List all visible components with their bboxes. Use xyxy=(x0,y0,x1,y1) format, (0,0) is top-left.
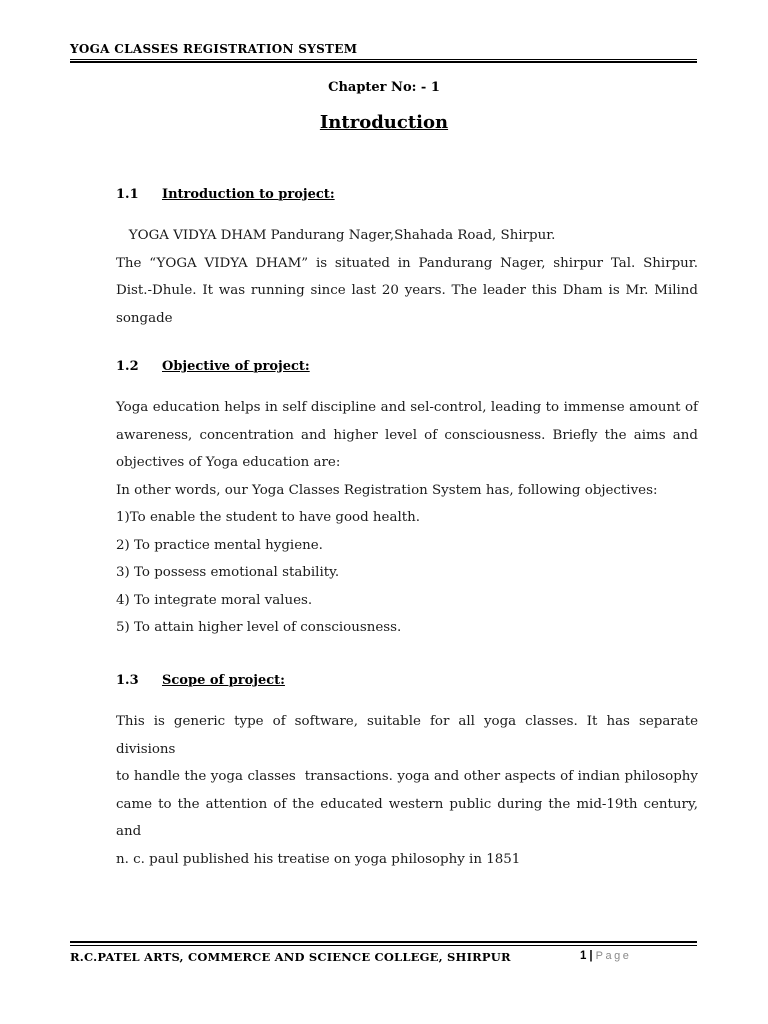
paragraph-line: to handle the yoga classes transactions. yoga and other aspects of indian philosophy xyxy=(116,769,698,784)
list-item: 5) To attain higher level of consciousness. xyxy=(116,620,402,635)
paragraph-line: YOGA VIDYA DHAM Pandurang Nager,Shahada Road, Shirpur. xyxy=(116,228,556,243)
header-rule-thick xyxy=(70,61,697,63)
paragraph-line: The “YOGA VIDYA DHAM” is situated in Pandurang Nager, shirpur Tal. Shirpur. xyxy=(116,255,698,271)
section-title: Scope of project: xyxy=(162,673,285,688)
paragraph-line: came to the attention of the educated western public during the mid-19th century, and xyxy=(116,796,698,839)
paragraph-line: Yoga education helps in self discipline and sel-control, leading to immense amount of xyxy=(116,400,698,415)
paragraph-line: awareness, concentration and higher level of consciousness. Briefly the aims and xyxy=(116,427,698,443)
paragraph-line: This is generic type of software, suitable for all yoga classes. It has separate divisions xyxy=(116,714,698,757)
chapter-number: Chapter No: - 1 xyxy=(328,80,440,95)
section-number: 1.1 xyxy=(116,187,139,202)
section-title: Objective of project: xyxy=(162,359,310,374)
page-separator: | xyxy=(589,950,593,962)
list-item: 1)To enable the student to have good health. xyxy=(116,510,420,525)
footer-college: R.C.PATEL ARTS, COMMERCE AND SCIENCE COLLEGE, SHIRPUR xyxy=(70,950,511,964)
section-heading-1-2 xyxy=(116,359,310,374)
section-body-1-1 xyxy=(116,222,698,332)
paragraph-line: songade xyxy=(116,310,173,326)
footer-rule-thin xyxy=(70,945,697,946)
running-header: YOGA CLASSES REGISTRATION SYSTEM xyxy=(70,42,358,56)
section-body-1-3 xyxy=(116,708,698,873)
list-item: 2) To practice mental hygiene. xyxy=(116,537,323,553)
section-body-1-2 xyxy=(116,394,698,642)
header-rule-thin xyxy=(70,59,697,60)
list-item: 3) To possess emotional stability. xyxy=(116,565,340,580)
list-item: 4) To integrate moral values. xyxy=(116,592,313,608)
paragraph-line: n. c. paul published his treatise on yoga philosophy in 1851 xyxy=(116,851,521,867)
chapter-title: Introduction xyxy=(319,112,449,133)
footer-rule-thick xyxy=(70,941,697,943)
section-title: Introduction to project: xyxy=(162,187,335,202)
paragraph-line: Dist.-Dhule. It was running since last 20 years. The leader this Dham is Mr. Milind xyxy=(116,283,698,298)
page-label: Page xyxy=(595,950,632,962)
section-number: 1.3 xyxy=(116,673,139,688)
paragraph-line: objectives of Yoga education are: xyxy=(116,455,341,470)
page-number: 1 xyxy=(580,950,587,962)
section-heading-1-1 xyxy=(116,187,335,202)
section-heading-1-3 xyxy=(116,673,285,688)
section-number: 1.2 xyxy=(116,359,139,374)
paragraph-line: In other words, our Yoga Classes Registration System has, following objectives: xyxy=(116,482,658,498)
page-number-footer xyxy=(580,950,631,962)
